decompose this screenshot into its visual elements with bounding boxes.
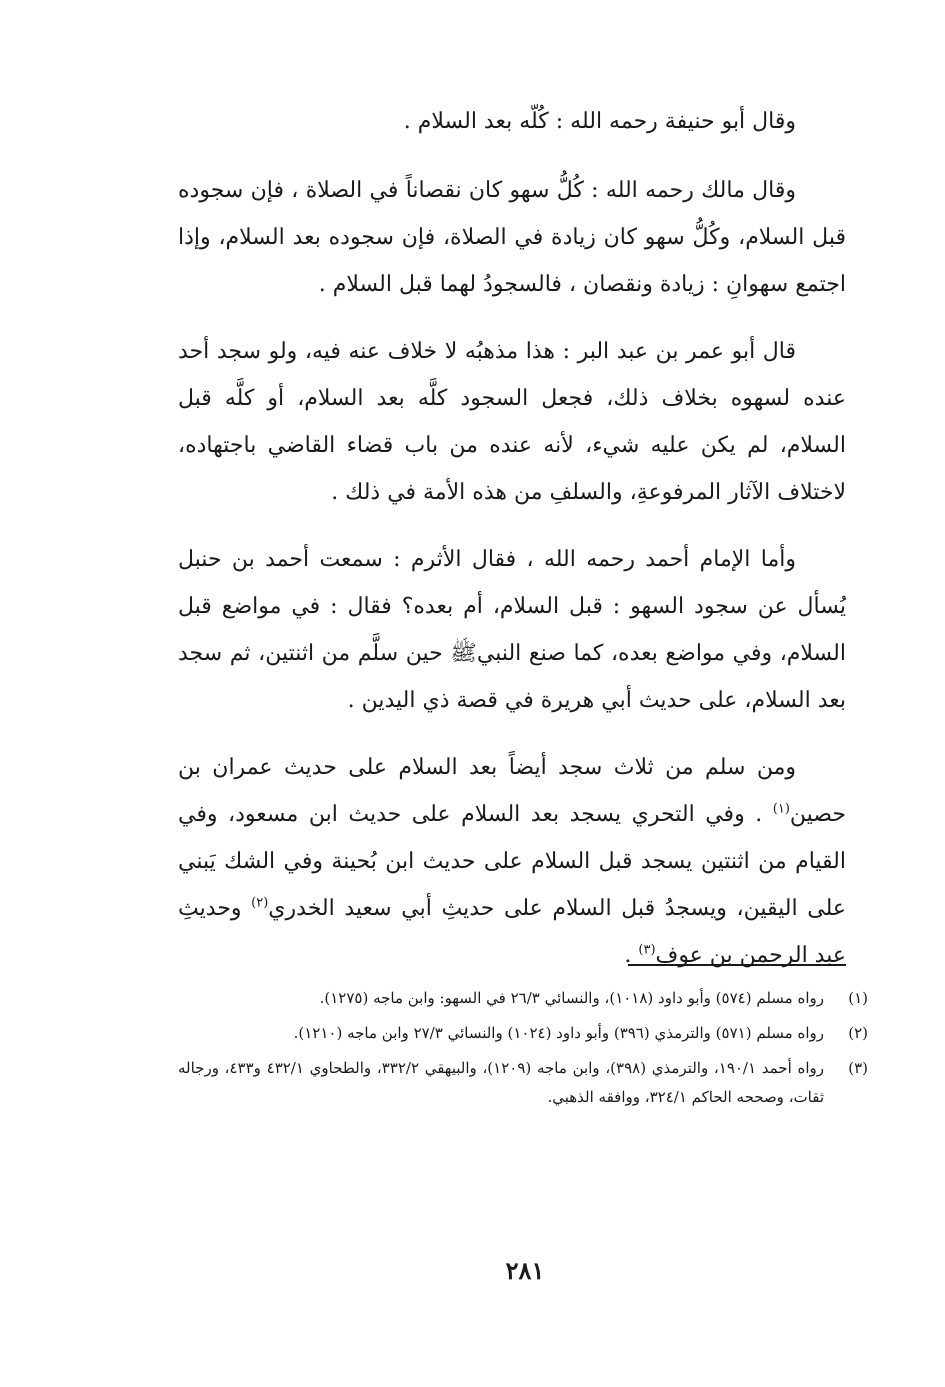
- footnote-ref-2: (٢): [251, 895, 269, 911]
- footnote-2: [178, 1019, 868, 1048]
- footnotes: [178, 984, 868, 1118]
- footnote-1: [178, 984, 868, 1013]
- paragraph-abu-hanifa: وقال أبو حنيفة رحمه الله : كُلّه بعد السلام .: [403, 109, 796, 134]
- paragraph-cases-part-4: .: [624, 943, 639, 968]
- page-number: [0, 1256, 945, 1285]
- main-text: [178, 98, 846, 999]
- paragraph-cases-part-1: ومن سلم من ثلاث سجد أيضاً بعد السلام على حديث عمران بن حصين: [178, 755, 846, 827]
- paragraph-cases-part-3: وحديثِ عبد الرحمن بن عوف: [178, 896, 846, 968]
- footnote-text: رواه مسلم (٥٧١) والترمذي (٣٩٦) وأبو داود (١٠٢٤) والنسائي ٢٧/٣ وابن ماجه (١٢١٠).: [293, 1024, 824, 1042]
- page-number-text: ٢٨١: [505, 1256, 545, 1285]
- footnote-number: (٢): [848, 1024, 868, 1042]
- footnote-text: رواه مسلم (٥٧٤) وأبو داود (١٠١٨)، والنسائي ٢٦/٣ في السهو: وابن ماجه (١٢٧٥).: [319, 989, 824, 1007]
- paragraph-ahmad: وأما الإمام أحمد رحمه الله ، فقال الأثرم : سمعت أحمد بن حنبل يُسأل عن سجود السهو : قبل السلام، أم بعده؟ فقال : في مواضع قبل السلام، وفي مواضع بعده، كما صنع النبيﷺ حين سلَّم من اثنتين، ثم سجد بعد السلام، على حديث أبي هريرة في قصة ذي اليدين .: [178, 547, 846, 713]
- footnote-ref-3: (٣): [638, 942, 656, 958]
- paragraph-malik: وقال مالك رحمه الله : كُلُّ سهو كان نقصاناً في الصلاة ، فإن سجوده قبل السلام، وكُلُّ سهو كان زيادة في الصلاة، فإن سجوده بعد السلام، وإذا اجتمع سهوانِ : زيادة ونقصان ، فالسجودُ لهما قبل السلام .: [178, 178, 846, 297]
- footnote-ref-1: (١): [772, 801, 790, 817]
- footnote-3: [178, 1054, 868, 1112]
- paragraph-cases-part-2: . وفي التحري يسجد بعد السلام على حديث ابن مسعود، وفي القيام من اثنتين يسجد قبل السلام على حديث ابن بُحينة وفي الشك يَبني على اليقين، ويسجدُ قبل السلام على حديثِ أبي سعيد الخدري: [178, 802, 846, 921]
- footnote-separator: [628, 964, 846, 966]
- footnote-number: (٣): [848, 1059, 868, 1077]
- footnote-text: رواه أحمد ١٩٠/١، والترمذي (٣٩٨)، وابن ماجه (١٢٠٩)، والبيهقي ٣٣٢/٢، والطحاوي ٤٣٢/١ و٤٣٣، ورجاله ثقات، وصححه الحاكم ٣٢٤/١، ووافقه الذهبي.: [178, 1059, 824, 1106]
- paragraph-ibn-abd-al-barr: قال أبو عمر بن عبد البر : هذا مذهبُه لا خلاف عنه فيه، ولو سجد أحد عنده لسهوه بخلاف ذلك، فجعل السجود كلَّه بعد السلام، أو كلَّه قبل السلام، لم يكن عليه شيء، لأنه عنده من باب قضاء القاضي باجتهاده، لاختلاف الآثار المرفوعةِ، والسلفِ من هذه الأمة في ذلك .: [178, 339, 846, 505]
- footnote-number: (١): [848, 989, 868, 1007]
- paragraph-cases: [178, 744, 846, 979]
